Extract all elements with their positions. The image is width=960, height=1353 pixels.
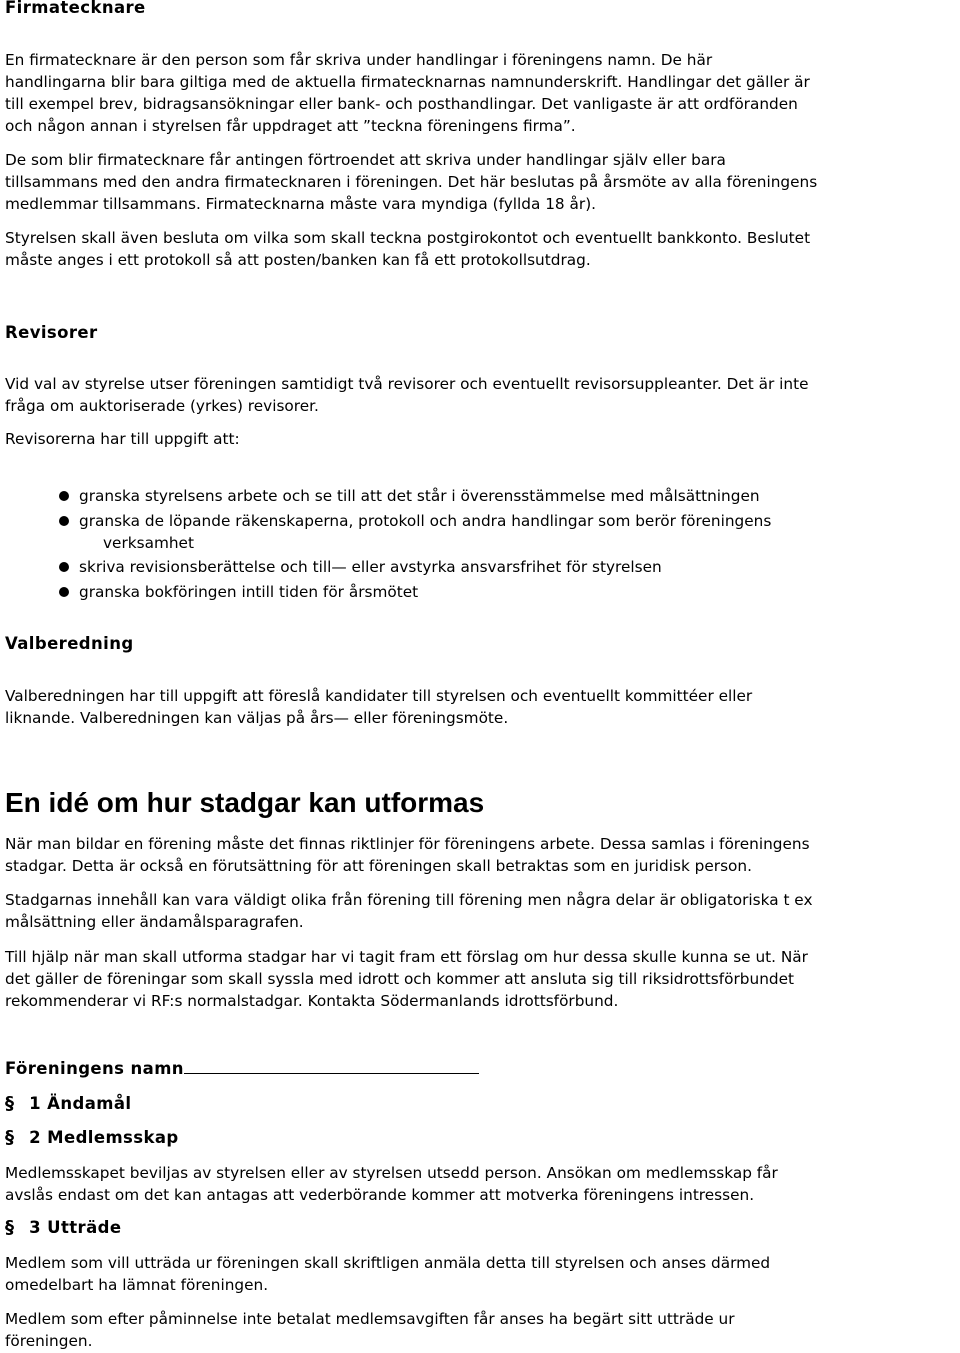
field-foreningens-namn bbox=[5, 1058, 957, 1080]
text-line: Medlemsskapet beviljas av styrelsen eller av styrelsen utsedd person. Ansökan om medlemsskap får bbox=[5, 1164, 778, 1182]
heading-text: 3 Utträde bbox=[29, 1218, 122, 1237]
paragraph-firmatecknare-2 bbox=[5, 149, 957, 215]
list-item-text: granska de löpande räkenskaperna, protokoll och andra handlingar som berör föreningens bbox=[79, 511, 772, 530]
heading-text: 2 Medlemsskap bbox=[29, 1128, 179, 1147]
text-line: liknande. Valberedningen kan väljas på års— eller föreningsmöte. bbox=[5, 709, 509, 727]
list-item bbox=[58, 510, 953, 554]
paragraph-uttrade-2 bbox=[5, 1308, 957, 1352]
heading-paragraf-1 bbox=[5, 1093, 957, 1115]
section-title-stadgar: En idé om hur stadgar kan utformas bbox=[5, 787, 485, 818]
text-line: handlingarna blir bara giltiga med de aktuella firmatecknarnas namnunderskrift. Handlingar det gäller är bbox=[5, 73, 810, 91]
list-item-text: skriva revisionsberättelse och till— eller avstyrka ansvarsfrihet för styrelsen bbox=[79, 558, 662, 576]
list-item bbox=[58, 485, 953, 507]
list-item bbox=[58, 556, 953, 578]
section-sign-icon: § bbox=[5, 1217, 15, 1238]
paragraph-firmatecknare-1 bbox=[5, 49, 957, 137]
text-line: Medlem som vill utträda ur föreningen skall skriftligen anmäla detta till styrelsen och anses därmed bbox=[5, 1254, 771, 1272]
text-line: Styrelsen skall även besluta om vilka som skall teckna postgirokontot och eventuellt bankkonto. Beslutet bbox=[5, 229, 811, 247]
heading-text: 1 Ändamål bbox=[29, 1094, 132, 1113]
text-line: Medlem som efter påminnelse inte betalat medlemsavgiften får anses ha begärt sitt utträde ur bbox=[5, 1310, 735, 1328]
field-label: Föreningens namn bbox=[5, 1059, 184, 1078]
paragraph-stadgar-2 bbox=[5, 889, 957, 933]
section-sign-icon: § bbox=[5, 1127, 15, 1148]
text-line: Stadgarnas innehåll kan vara väldigt olika från förening till förening men några delar är obligatoriska t ex bbox=[5, 891, 813, 909]
text-line: En firmatecknare är den person som får skriva under handlingar i föreningens namn. De här bbox=[5, 51, 713, 69]
bullet-icon bbox=[59, 491, 69, 501]
text-line: avslås endast om det kan antagas att vederbörande kommer att motverka föreningens intressen. bbox=[5, 1186, 755, 1204]
section-sign-icon: § bbox=[5, 1093, 15, 1114]
paragraph-uttrade-1 bbox=[5, 1252, 957, 1296]
text-line: stadgar. Detta är också en förutsättning för att föreningen skall betraktas som en juridisk person. bbox=[5, 857, 752, 875]
text-line: omedelbart ha lämnat föreningen. bbox=[5, 1276, 269, 1294]
text-line: måste anges i ett protokoll så att posten/banken kan få ett protokollsutdrag. bbox=[5, 251, 591, 269]
paragraph-firmatecknare-3 bbox=[5, 227, 957, 271]
bullet-icon bbox=[59, 587, 69, 597]
fill-in-line bbox=[184, 1061, 479, 1074]
heading-firmatecknare: Firmatecknare bbox=[5, 0, 146, 17]
text-line: tillsammans med den andra firmatecknaren i föreningen. Det här beslutas på årsmöte av alla föreningens bbox=[5, 173, 818, 191]
bullet-icon bbox=[59, 562, 69, 572]
list-item-text: granska bokföringen intill tiden för årsmötet bbox=[79, 582, 419, 601]
paragraph-valberedning bbox=[5, 685, 957, 729]
text-line: Valberedningen har till uppgift att föreslå kandidater till styrelsen och eventuellt kommittéer eller bbox=[5, 687, 753, 705]
paragraph-stadgar-3 bbox=[5, 946, 957, 1012]
text-line: och någon annan i styrelsen får uppdraget att ”teckna föreningens firma”. bbox=[5, 117, 576, 135]
paragraph-revisorer-1 bbox=[5, 373, 957, 417]
text-line: det gäller de föreningar som skall syssla med idrott och kommer att ansluta sig till riksidrottsförbundet bbox=[5, 970, 795, 988]
paragraph-revisorer-2: Revisorerna har till uppgift att: bbox=[5, 430, 240, 448]
heading-paragraf-2 bbox=[5, 1127, 957, 1149]
text-line: När man bildar en förening måste det finnas riktlinjer för föreningens arbete. Dessa samlas i föreningens bbox=[5, 835, 810, 853]
text-line: fråga om auktoriserade (yrkes) revisorer. bbox=[5, 397, 319, 415]
paragraph-stadgar-1 bbox=[5, 833, 957, 877]
text-line: De som blir firmatecknare får antingen förtroendet att skriva under handlingar själv eller bara bbox=[5, 151, 726, 169]
heading-valberedning: Valberedning bbox=[5, 634, 134, 653]
list-item-text: granska styrelsens arbete och se till att det står i överensstämmelse med målsättningen bbox=[79, 487, 760, 505]
paragraph-medlemsskap bbox=[5, 1162, 957, 1206]
text-line: medlemmar tillsammans. Firmatecknarna måste vara myndiga (fyllda 18 år). bbox=[5, 195, 597, 213]
bullet-icon bbox=[59, 516, 69, 526]
list-item bbox=[58, 581, 953, 603]
text-line: till exempel brev, bidragsansökningar eller bank- och posthandlingar. Det vanligaste är att ordföranden bbox=[5, 95, 798, 113]
text-line: Vid val av styrelse utser föreningen samtidigt två revisorer och eventuellt revisorsuppleanter. Det är inte bbox=[5, 375, 809, 393]
text-line: föreningen. bbox=[5, 1332, 93, 1350]
text-line: Till hjälp när man skall utforma stadgar har vi tagit fram ett förslag om hur dessa skulle kunna se ut. När bbox=[5, 948, 808, 966]
heading-revisorer: Revisorer bbox=[5, 323, 98, 342]
text-line: rekommenderar vi RF:s normalstadgar. Kontakta Södermanlands idrottsförbund. bbox=[5, 992, 619, 1010]
revisorer-task-list bbox=[58, 485, 953, 605]
list-item-text-continued: verksamhet bbox=[103, 533, 194, 552]
heading-paragraf-3 bbox=[5, 1217, 957, 1239]
text-line: målsättning eller ändamålsparagrafen. bbox=[5, 913, 304, 931]
